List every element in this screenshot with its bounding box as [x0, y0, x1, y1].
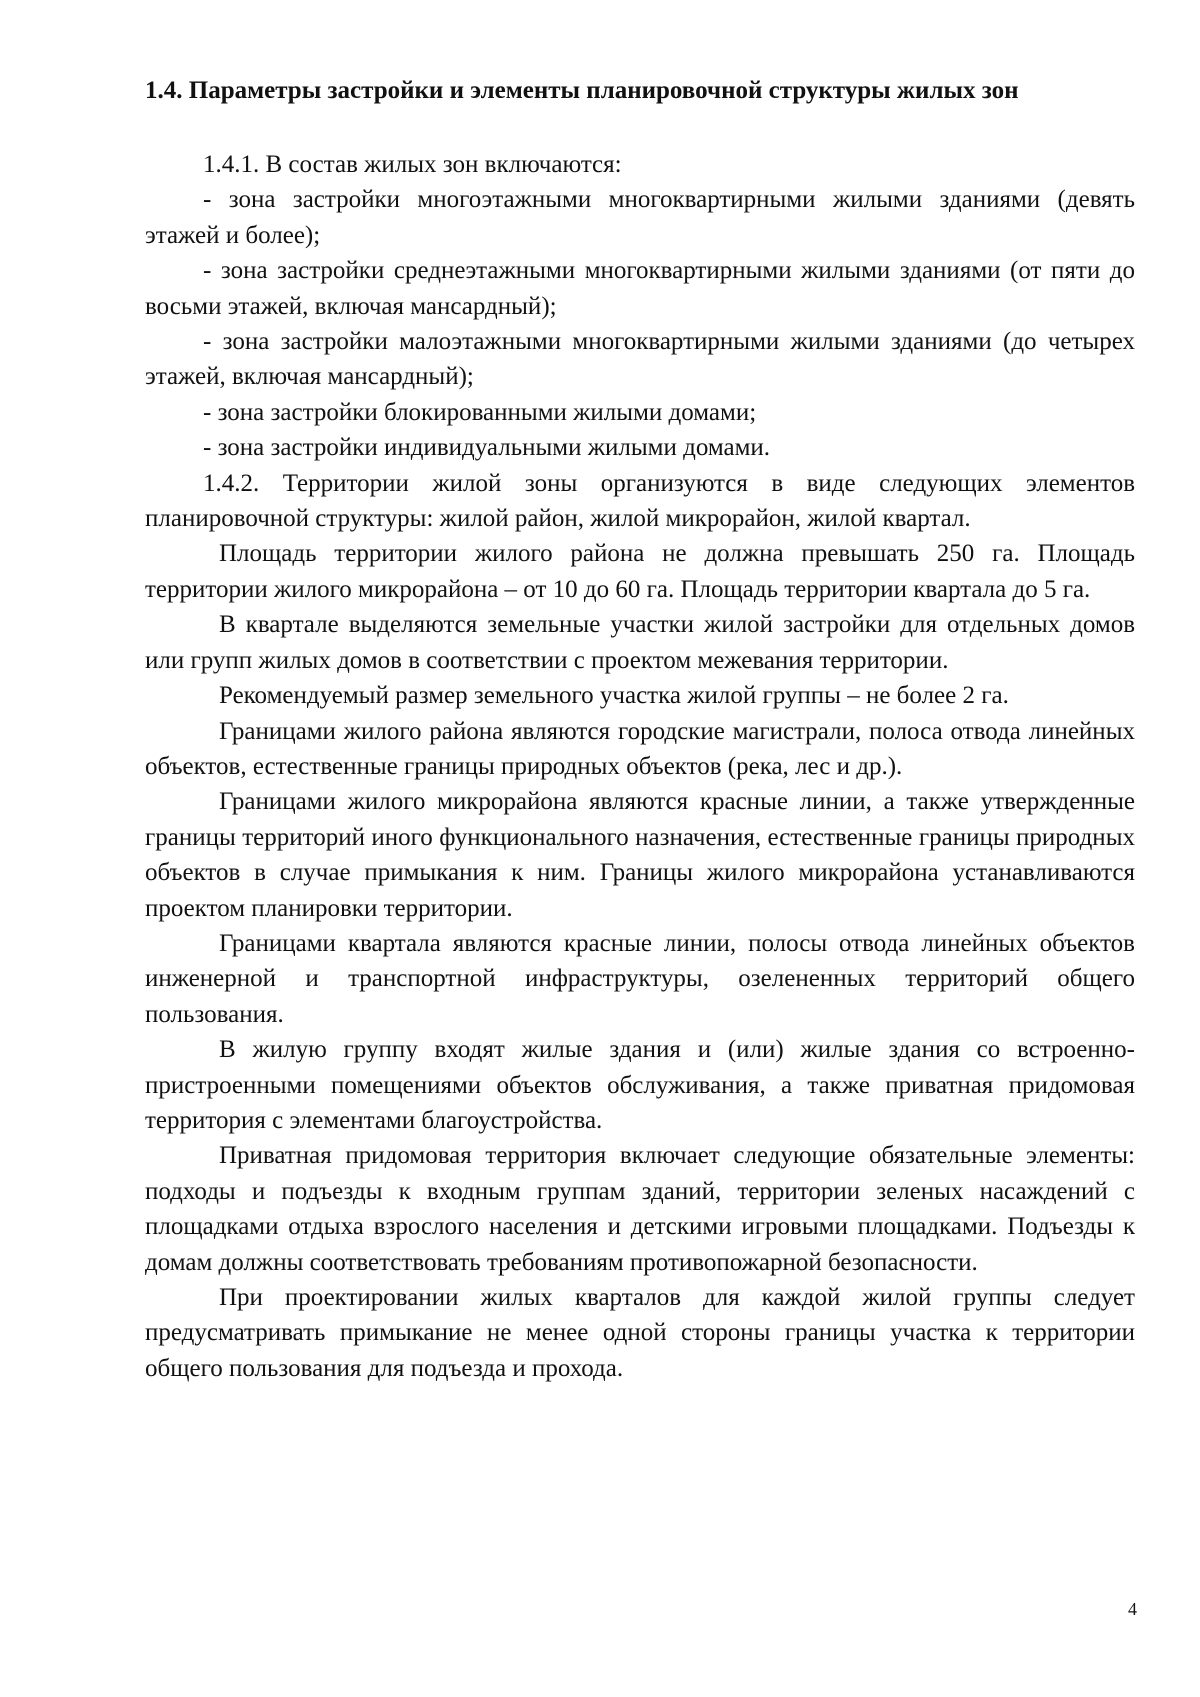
section-heading: 1.4. Параметры застройки и элементы планировочной структуры жилых зон — [145, 77, 1019, 104]
paragraph-private-territory: Приватная придомовая территория включает следующие обязательные элементы: подходы и подъезды к входным группам зданий, территории зеленых насаждений с площадками отдыха взрослого населения и детскими игровыми площадками. Подъезды к домам должны соответствовать требованиям противопожарной безопасности. — [145, 1142, 1135, 1276]
paragraph-1-4-1: 1.4.1. В состав жилых зон включаются: — [203, 151, 622, 178]
list-item-multistorey: - зона застройки многоэтажными многоквартирными жилыми зданиями (девять этажей и более); — [145, 186, 1135, 249]
paragraph-quarter-plots: В квартале выделяются земельные участки жилой застройки для отдельных домов или групп жилых домов в соответствии с проектом межевания территории. — [145, 611, 1135, 674]
paragraph-residential-group: В жилую группу входят жилые здания и (или) жилые здания со встроенно-пристроенными помещениями объектов обслуживания, а также приватная придомовая территория с элементами благоустройства. — [145, 1036, 1135, 1134]
paragraph-design-requirement: При проектировании жилых кварталов для каждой жилой группы следует предусматривать примыкание не менее одной стороны границы участка к территории общего пользования для подъезда и прохода. — [145, 1284, 1135, 1382]
list-item-midrise: - зона застройки среднеэтажными многоквартирными жилыми зданиями (от пяти до восьми этажей, включая мансардный); — [145, 257, 1135, 320]
list-item-individual-houses: - зона застройки индивидуальными жилыми домами. — [203, 434, 771, 462]
list-item-blocked-houses: - зона застройки блокированными жилыми домами; — [203, 398, 757, 426]
paragraph-plot-size: Рекомендуемый размер земельного участка жилой группы – не более 2 га. — [219, 682, 1009, 710]
paragraph-1-4-2: 1.4.2. Территории жилой зоны организуются в виде следующих элементов планировочной структуры: жилой район, жилой микрорайон, жилой квартал. — [145, 469, 1135, 533]
document-page — [145, 72, 1135, 1386]
list-item-lowrise: - зона застройки малоэтажными многоквартирными жилыми зданиями (до четырех этажей, включая мансардный); — [145, 328, 1135, 391]
page-number: 4 — [1128, 1599, 1137, 1619]
paragraph-microdistrict-borders: Границами жилого микрорайона являются красные линии, а также утвержденные границы территорий иного функционального назначения, естественные границы природных объектов в случае примыкания к ним. Границы жилого микрорайона устанавливаются проектом планировки территории. — [145, 788, 1135, 922]
paragraph-district-borders: Границами жилого района являются городские магистрали, полоса отвода линейных объектов, естественные границы природных объектов (река, лес и др.). — [145, 717, 1135, 780]
paragraph-area-limits: Площадь территории жилого района не должна превышать 250 га. Площадь территории жилого микрорайона – от 10 до 60 га. Площадь территории квартала до 5 га. — [145, 540, 1135, 603]
paragraph-quarter-borders: Границами квартала являются красные линии, полосы отвода линейных объектов инженерной и транспортной инфраструктуры, озелененных территорий общего пользования. — [145, 929, 1135, 1028]
